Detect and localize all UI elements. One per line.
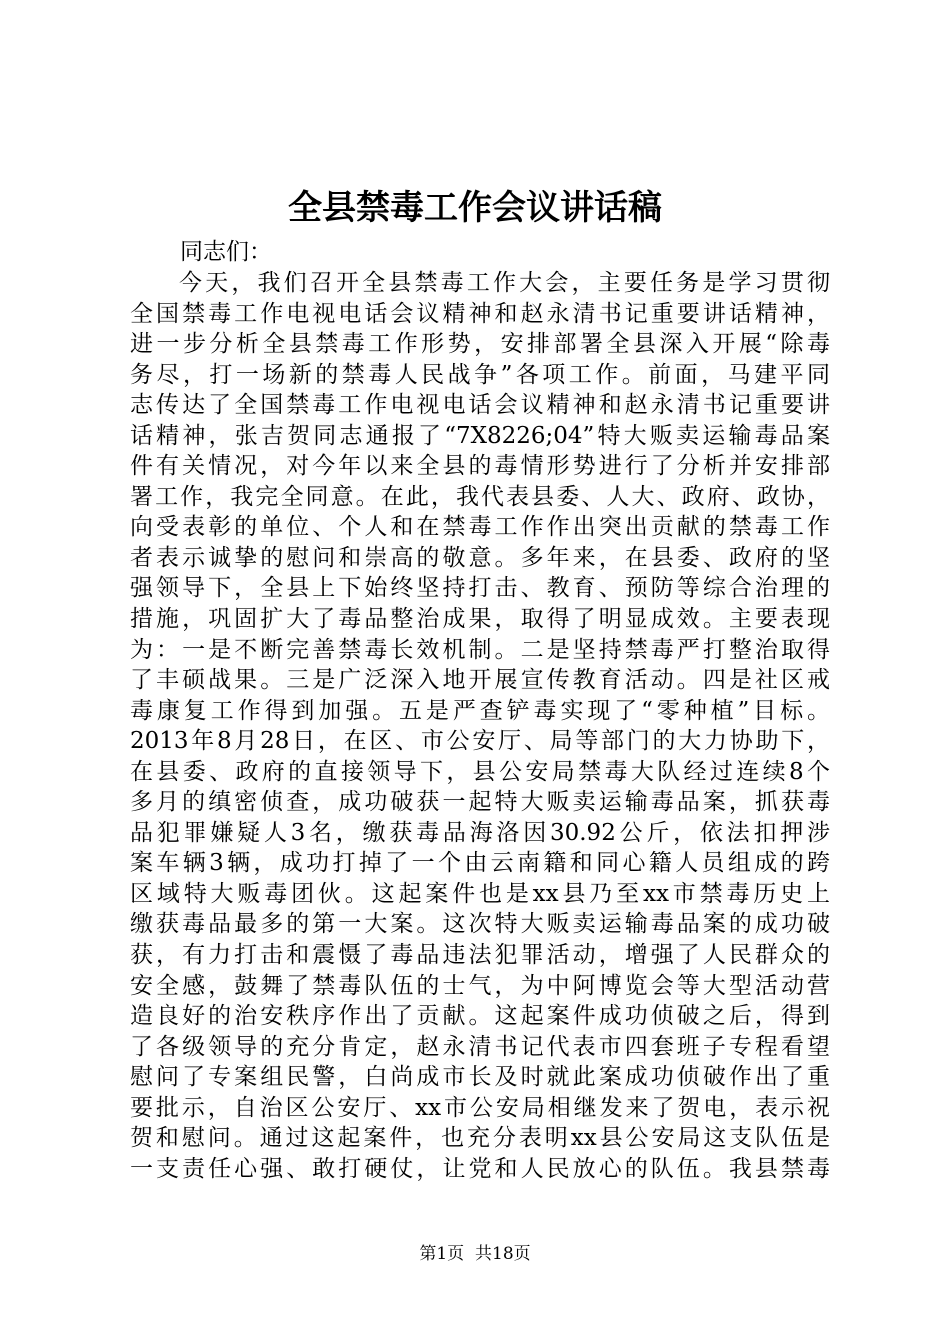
body-line: 务尽，打一场新的禁毒人民战争”各项工作。前面，马建平同 — [130, 361, 830, 388]
body-line: 者表示诚挚的慰问和崇高的敬意。多年来，在县委、政府的坚 — [130, 544, 830, 571]
body-text — [130, 268, 830, 1184]
body-line: 多月的缜密侦查，成功破获一起特大贩卖运输毒品案，抓获毒 — [130, 789, 830, 816]
body-line: 毒康复工作得到加强。五是严查铲毒实现了“零种植”目标。 — [130, 697, 830, 724]
document-title: 全县禁毒工作会议讲话稿 — [288, 188, 662, 228]
body-line: 案车辆3辆，成功打掉了一个由云南籍和同心籍人员组成的跨 — [130, 850, 830, 877]
page-number: 第1页 — [419, 1244, 465, 1264]
page-footer — [0, 1242, 950, 1266]
body-line: 全国禁毒工作电视电话会议精神和赵永清书记重要讲话精神， — [130, 300, 830, 327]
body-line: 获，有力打击和震慑了毒品违法犯罪活动，增强了人民群众的 — [130, 942, 830, 969]
body-line: 为：一是不断完善禁毒长效机制。二是坚持禁毒严打整治取得 — [130, 636, 830, 663]
body-line: 措施，巩固扩大了毒品整治成果，取得了明显成效。主要表现 — [130, 606, 830, 633]
body-line: 进一步分析全县禁毒工作形势，安排部署全县深入开展“除毒 — [130, 331, 830, 358]
body-line: 向受表彰的单位、个人和在禁毒工作作出突出贡献的禁毒工作 — [130, 514, 830, 541]
body-line: 2013年8月28日，在区、市公安厅、局等部门的大力协助下， — [130, 728, 830, 755]
body-line: 缴获毒品最多的第一大案。这次特大贩卖运输毒品案的成功破 — [130, 911, 830, 938]
body-line: 品犯罪嫌疑人3名，缴获毒品海洛因30.92公斤，依法扣押涉 — [130, 819, 830, 846]
body-line: 要批示，自治区公安厅、xx市公安局相继发来了贺电，表示祝 — [130, 1094, 830, 1121]
body-line: 了丰硕战果。三是广泛深入地开展宣传教育活动。四是社区戒 — [130, 667, 830, 694]
body-line: 在县委、政府的直接领导下，县公安局禁毒大队经过连续8个 — [130, 758, 830, 785]
body-line: 话精神，张吉贺同志通报了“7X8226;04”特大贩卖运输毒品案 — [130, 422, 830, 449]
body-line: 强领导下，全县上下始终坚持打击、教育、预防等综合治理的 — [130, 575, 830, 602]
body-line: 一支责任心强、敢打硬仗，让党和人民放心的队伍。我县禁毒 — [130, 1155, 830, 1182]
page-total: 共18页 — [475, 1244, 531, 1264]
body-line: 安全感，鼓舞了禁毒队伍的士气，为中阿博览会等大型活动营 — [130, 972, 830, 999]
body-line: 慰问了专案组民警，白尚成市长及时就此案成功侦破作出了重 — [130, 1064, 830, 1091]
body-line: 件有关情况，对今年以来全县的毒情形势进行了分析并安排部 — [130, 453, 830, 480]
body-line: 今天，我们召开全县禁毒工作大会，主要任务是学习贯彻 — [179, 270, 830, 296]
body-line: 志传达了全国禁毒工作电视电话会议精神和赵永清书记重要讲 — [130, 392, 830, 419]
body-line: 贺和慰问。通过这起案件，也充分表明xx县公安局这支队伍是 — [130, 1125, 830, 1152]
body-line: 造良好的治安秩序作出了贡献。这起案件成功侦破之后，得到 — [130, 1003, 830, 1030]
body-line: 了各级领导的充分肯定，赵永清书记代表市四套班子专程看望 — [130, 1033, 830, 1060]
salutation: 同志们： — [180, 239, 272, 265]
body-line: 署工作，我完全同意。在此，我代表县委、人大、政府、政协， — [130, 483, 830, 510]
body-line: 区域特大贩毒团伙。这起案件也是xx县乃至xx市禁毒历史上 — [130, 880, 830, 907]
